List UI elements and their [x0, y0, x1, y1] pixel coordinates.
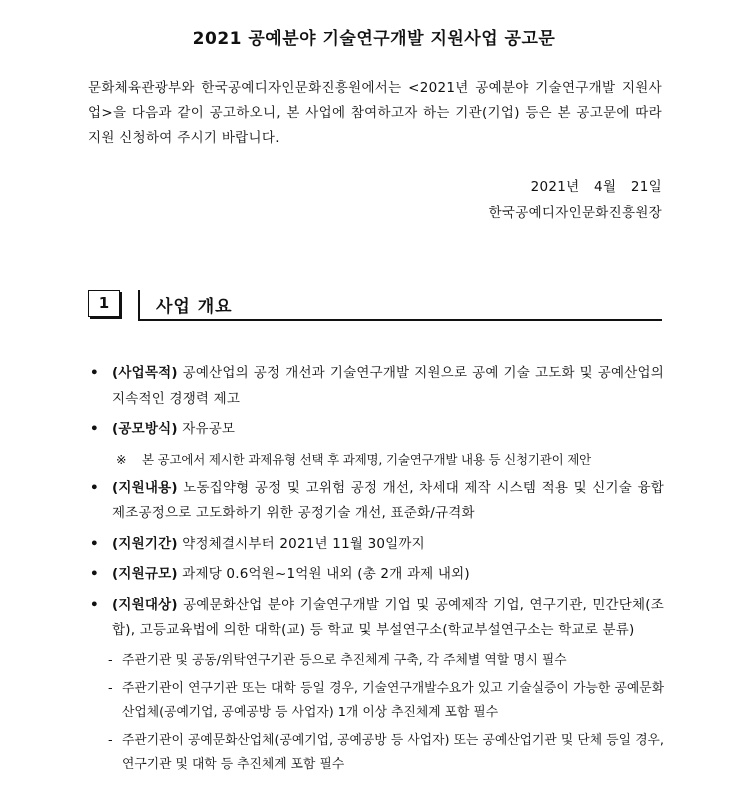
bullet-icon: • — [90, 365, 99, 381]
section-underline — [138, 319, 662, 321]
overview-list — [88, 361, 664, 781]
item-text: 공예문화산업 분야 기술연구개발 기업 및 공예제작 기업, 연구기관, 민간단체(조합), 고등교육법에 의한 대학(교) 등 학교 및 부설연구소(학교부설연구소는 학교로 분류) — [112, 596, 664, 638]
item-period — [88, 532, 664, 558]
note-mark-icon: ※ — [116, 451, 127, 467]
section-header — [88, 290, 662, 321]
issuer-name: 한국공예디자인문화진흥원장 — [488, 205, 662, 221]
subitem — [88, 729, 664, 777]
bullet-icon: • — [90, 421, 99, 437]
dash-icon: - — [108, 652, 113, 668]
subitem-text: 주관기관 및 공동/위탁연구기관 등으로 추진체계 구축, 각 주체별 역할 명시 필수 — [122, 652, 567, 668]
bullet-icon: • — [90, 596, 99, 613]
item-text: 노동집약형 공정 및 고위험 공정 개선, 차세대 제작 시스템 적용 및 신기술 융합 제조공정으로 고도화하기 위한 공정기술 개선, 표준화/규격화 — [112, 479, 664, 521]
subitem-text: 주관기관이 공예문화산업체(공예기업, 공예공방 등 사업자) 또는 공예산업기관 및 단체 등일 경우, 연구기관 및 대학 등 추진체계 포함 필수 — [122, 732, 664, 772]
item-note — [88, 448, 664, 472]
section-number-box: 1 — [88, 290, 120, 317]
item-label: (공모방식) — [112, 421, 178, 437]
bullet-icon: • — [90, 535, 99, 552]
intro-paragraph: 문화체육관광부와 한국공예디자인문화진흥원에서는 <2021년 공예분야 기술연구개발 지원사업>을 다음과 같이 공고하오니, 본 사업에 참여하고자 하는 기관(기업) 등은 본 공고문에 따라 지원 신청하여 주시기 바랍니다. — [88, 80, 662, 146]
item-purpose — [88, 361, 664, 412]
item-text: 과제당 0.6억원~1억원 내외 (총 2개 과제 내외) — [177, 566, 470, 582]
item-scale — [88, 562, 664, 588]
subitem — [88, 677, 664, 725]
item-content — [88, 476, 664, 527]
subitem — [88, 649, 664, 673]
bullet-icon: • — [90, 479, 99, 496]
item-label: (지원대상) — [112, 596, 178, 613]
document-title: 2021 공예분야 기술연구개발 지원사업 공고문 — [192, 29, 556, 49]
note-text: 본 공고에서 제시한 과제유형 선택 후 과제명, 기술연구개발 내용 등 신청기관이 제안 — [142, 451, 592, 467]
announcement-date: 2021년 4월 21일 — [530, 179, 662, 195]
item-target — [88, 593, 664, 644]
item-text: 약정체결시부터 2021년 11월 30일까지 — [177, 535, 425, 552]
item-label: (사업목적) — [112, 365, 178, 381]
item-label: (지원기간) — [112, 535, 178, 552]
dash-icon: - — [108, 680, 113, 696]
section-divider — [138, 290, 140, 320]
item-text: 공예산업의 공정 개선과 기술연구개발 지원으로 공예 기술 고도화 및 공예산업의 지속적인 경쟁력 제고 — [112, 365, 664, 407]
item-label: (지원내용) — [112, 479, 178, 496]
bullet-icon: • — [90, 566, 99, 582]
subitem-text: 주관기관이 연구기관 또는 대학 등일 경우, 기술연구개발수요가 있고 기술실증이 가능한 공예문화산업체(공예기업, 공예공방 등 사업자) 1개 이상 추진체계 포함 필수 — [122, 680, 664, 720]
item-method — [88, 417, 664, 443]
item-label: (지원규모) — [112, 566, 178, 582]
item-text: 자유공모 — [177, 421, 236, 437]
section-title: 사업 개요 — [156, 297, 233, 317]
dash-icon: - — [108, 732, 113, 748]
